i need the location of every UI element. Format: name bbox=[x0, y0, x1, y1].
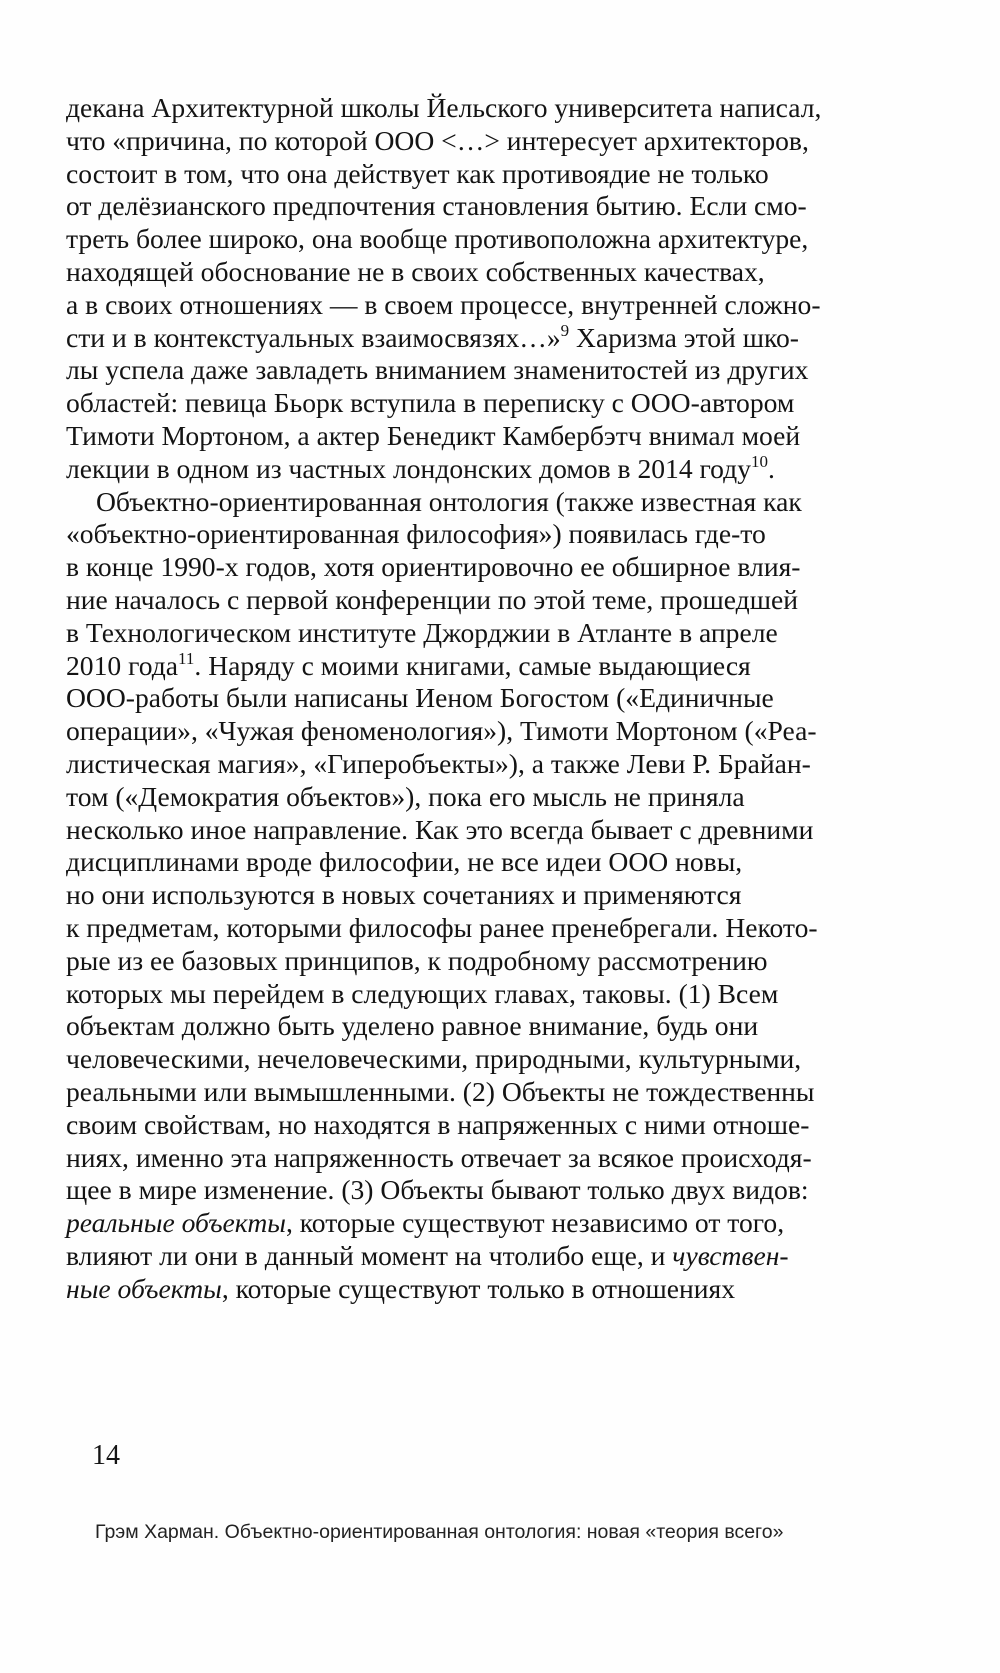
text-line: к предметам, которыми философы ранее пренебрегали. Некото- bbox=[66, 911, 818, 943]
text-line bbox=[66, 1207, 916, 1240]
text-line: декана Архитектурной школы Йельского университета написал, bbox=[66, 92, 822, 123]
italic-term: ные объекты bbox=[66, 1272, 222, 1304]
text-line: состоит в том, что она действует как противоядие не только bbox=[66, 157, 769, 189]
footnote-ref: 9 bbox=[560, 320, 570, 340]
running-footer: Грэм Харман. Объектно-ориентированная онтология: новая «теория всего» bbox=[95, 1521, 784, 1543]
text-line: «объектно-ориентированная философия») появилась где-то bbox=[66, 518, 766, 550]
text-line: том («Демократия объектов»), пока его мысль не приняла bbox=[66, 780, 745, 812]
footnote-ref: 10 bbox=[751, 451, 769, 471]
text-line: находящей обоснование не в своих собственных качествах, bbox=[66, 255, 765, 287]
text-line bbox=[66, 1273, 916, 1306]
text-line: что «причина, по которой ООО <…> интересует архитекторов, bbox=[66, 124, 809, 156]
text-line: щее в мире изменение. (3) Объекты бывают только двух видов: bbox=[66, 1174, 809, 1206]
text-segment: сти и в контекстуальных взаимосвязях…» bbox=[66, 321, 561, 353]
text-line: объектам должно быть уделено равное внимание, будь они bbox=[66, 1010, 759, 1042]
text-line: рые из ее базовых принципов, к подробному рассмотрению bbox=[66, 944, 768, 976]
text-line: листическая магия», «Гиперобъекты»), а также Леви Р. Брайан- bbox=[66, 747, 811, 779]
text-line: треть более широко, она вообще противоположна архитектуре, bbox=[66, 223, 809, 255]
text-line: а в своих отношениях — в своем процессе, внутренней сложно- bbox=[66, 288, 821, 320]
text-line: от делёзианского предпочтения становления бытию. Если смо- bbox=[66, 190, 807, 222]
text-line: реальными или вымышленными. (2) Объекты не тождественны bbox=[66, 1075, 815, 1107]
text-line bbox=[66, 322, 916, 355]
italic-term: реальные объекты bbox=[66, 1207, 286, 1239]
page-number: 14 bbox=[92, 1440, 120, 1471]
text-line: но они используются в новых сочетаниях и применяются bbox=[66, 879, 742, 911]
text-line: несколько иное направление. Как это всегда бывает с древними bbox=[66, 813, 814, 845]
text-line: Тимоти Мортоном, а актер Бенедикт Камбербэтч внимал моей bbox=[66, 419, 801, 451]
text-line: которых мы перейдем в следующих главах, таковы. (1) Всем bbox=[66, 977, 779, 1009]
text-segment: . bbox=[768, 452, 775, 484]
text-segment: Харизма этой шко- bbox=[569, 321, 799, 353]
text-segment: лекции в одном из частных лондонских домов в 2014 году bbox=[66, 452, 752, 484]
text-line: ниях, именно эта напряженность отвечает за всякое происходя- bbox=[66, 1141, 812, 1173]
text-line: операции», «Чужая феноменология»), Тимоти Мортоном («Реа- bbox=[66, 715, 817, 747]
text-line: дисциплинами вроде философии, не все идеи ООО новы, bbox=[66, 846, 743, 878]
footnote-ref: 11 bbox=[178, 648, 195, 668]
text-line: лы успела даже завладеть вниманием знаменитостей из других bbox=[66, 354, 809, 386]
text-line bbox=[66, 650, 916, 683]
text-segment: , которые существуют только в отношениях bbox=[221, 1272, 736, 1304]
text-segment: влияют ли они в данный момент на чтолибо еще, и bbox=[66, 1239, 673, 1271]
italic-term: чувствен- bbox=[672, 1239, 789, 1271]
text-line: человеческими, нечеловеческими, природными, культурными, bbox=[66, 1043, 802, 1075]
text-line: областей: певица Бьорк вступила в переписку с ООО-автором bbox=[66, 387, 795, 419]
text-line: в Технологическом институте Джорджии в Атланте в апреле bbox=[66, 616, 778, 648]
text-line: в конце 1990-х годов, хотя ориентировочно ее обширное влия- bbox=[66, 551, 801, 583]
text-segment: . Наряду с моими книгами, самые выдающиеся bbox=[194, 649, 751, 681]
text-line: ООО-работы были написаны Иеном Богостом («Единичные bbox=[66, 682, 774, 714]
text-line bbox=[66, 1240, 916, 1273]
text-line bbox=[66, 453, 916, 486]
body-text bbox=[66, 92, 916, 1305]
text-line: Объектно-ориентированная онтология (также известная как bbox=[96, 485, 802, 517]
text-line: своим свойствам, но находятся в напряженных с ними отноше- bbox=[66, 1108, 810, 1140]
text-segment: , которые существуют независимо от того, bbox=[285, 1207, 785, 1239]
text-segment: 2010 года bbox=[66, 649, 179, 681]
text-line: ние началось с первой конференции по этой теме, прошедшей bbox=[66, 583, 798, 615]
